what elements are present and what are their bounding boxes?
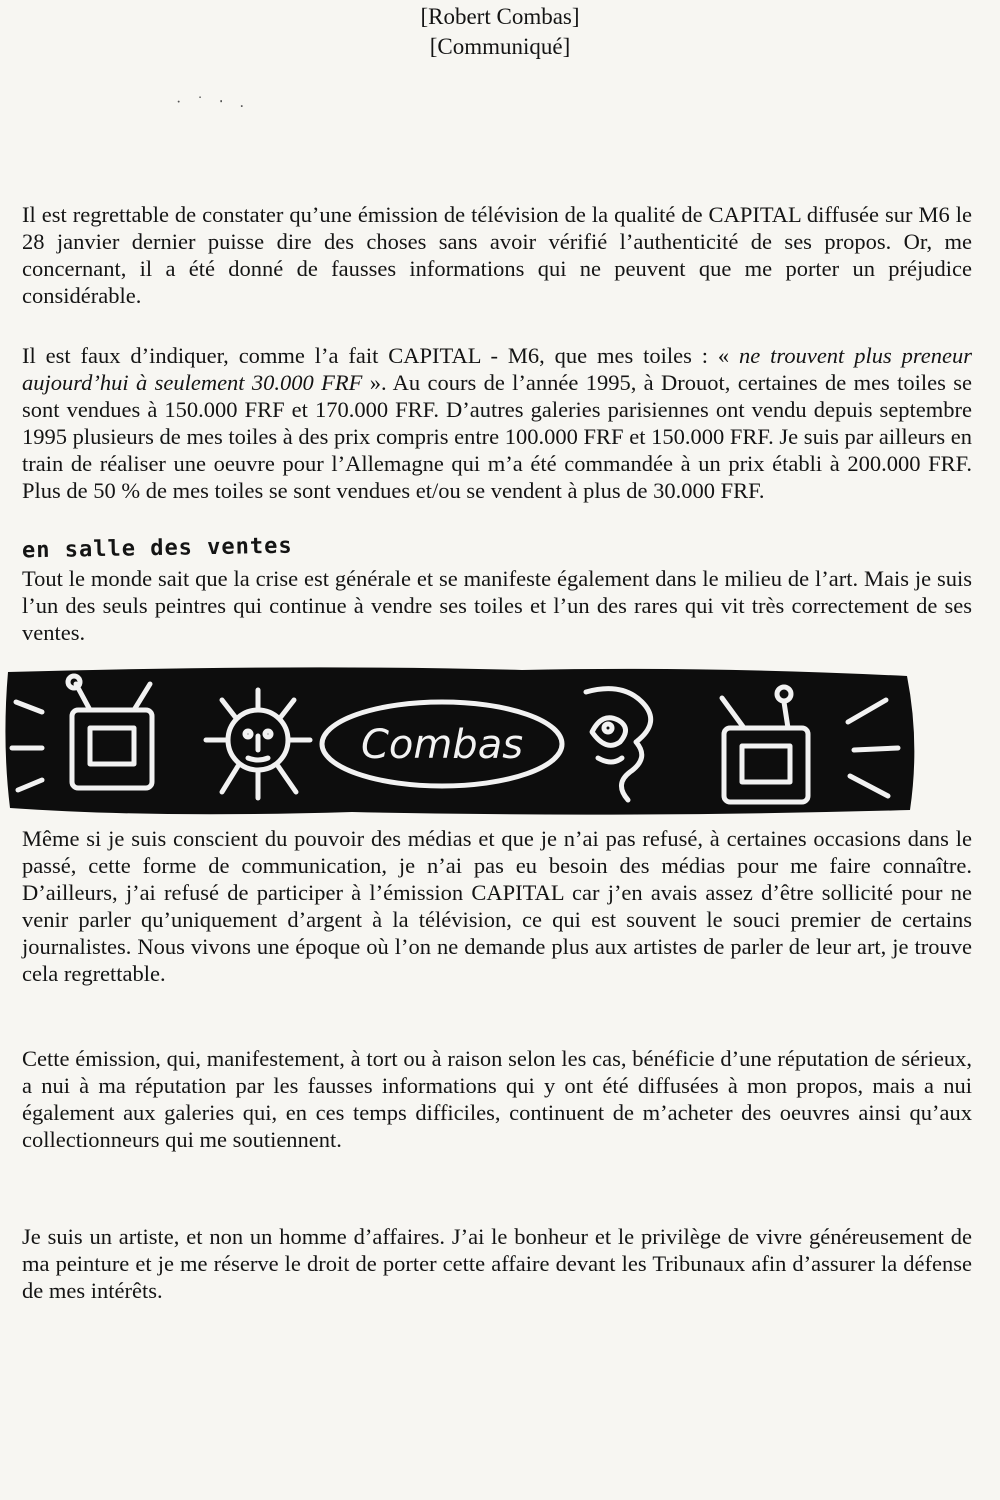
paragraph-4: Même si je suis conscient du pouvoir des médias et que je n’ai pas refusé, à certaines occasions dans le passé, cette forme de communication, je n’ai pas eu besoin des médias pour me faire connaître. D’ailleurs, j’ai refusé de participer à l’émission CAPITAL car j’en avais assez d’être sollicité pour ne venir parler qu’uniquement d’argent à la télévision, ce qui est souvent le souci premier de certains journalistes. Nous vivons une époque où l’on ne demande plus aux artistes de parler de leur art, je trouve cela regrettable. xyxy=(22,826,972,986)
paragraph-6: Je suis un artiste, et non un homme d’affaires. J’ai le bonheur et le privilège de vivre généreusement de ma peinture et je me réserve le droit de porter cette affaire devant les Tribunaux afin d’assurer la défense de mes intérêts. xyxy=(22,1224,972,1303)
handwritten-note: en salle des ventes xyxy=(21,533,293,564)
paragraph-2 xyxy=(22,342,972,504)
author-header: [Robert Combas] xyxy=(420,4,580,29)
signature-text: Combas xyxy=(360,722,524,768)
quoted-claim: ne trouvent plus preneur aujourd’hui à seulement 30.000 FRF xyxy=(22,343,972,395)
paragraph-3: Tout le monde sait que la crise est générale et se manifeste également dans le milieu de l’art. Mais je suis l’un des seuls peintres qui continue à vendre ses toiles et l’un des rares qui vit très correctement de ses ventes. xyxy=(22,566,972,645)
combas-doodle-banner xyxy=(2,662,920,817)
paragraph-1: Il est regrettable de constater qu’une émission de télévision de la qualité de CAPITAL diffusée sur M6 le 28 janvier dernier puisse dire des choses sans avoir vérifié l’authenticité de ses propos. Or, me concernant, il a été donné de fausses informations qui ne peuvent que me porter un préjudice considérable. xyxy=(22,202,972,308)
doc-type-header: [Communiqué] xyxy=(429,34,571,59)
paragraph-2-rest: ». Au cours de l’année 1995, à Drouot, certaines de mes toiles se sont vendues à 150.000 FRF et 170.000 FRF. D’autres galeries parisiennes ont vendu depuis septembre 1995 plusieurs de mes toiles à des prix compris entre 100.000 FRF et 150.000 FRF. Je suis par ailleurs en train de réaliser une oeuvre pour l’Allemagne qui m’a été commandée à un prix établi à 200.000 FRF. Plus de 50 % de mes toiles se sont vendues et/ou se vendent à plus de 30.000 FRF. xyxy=(22,370,972,503)
paragraph-5: Cette émission, qui, manifestement, à tort ou à raison selon les cas, bénéficie d’une réputation de sérieux, a nui à ma réputation par les fausses informations qui y ont été diffusées à mon propos, mais a nui également aux galeries qui, en ces temps difficiles, continuent de m’acheter des oeuvres ainsi qu’aux collectionneurs qui me soutiennent. xyxy=(22,1046,972,1152)
stray-marks: · ˙ ‧ . xyxy=(176,94,250,111)
paragraph-2-start: Il est faux d’indiquer, comme l’a fait CAPITAL - M6, que mes toiles : « xyxy=(22,343,740,368)
